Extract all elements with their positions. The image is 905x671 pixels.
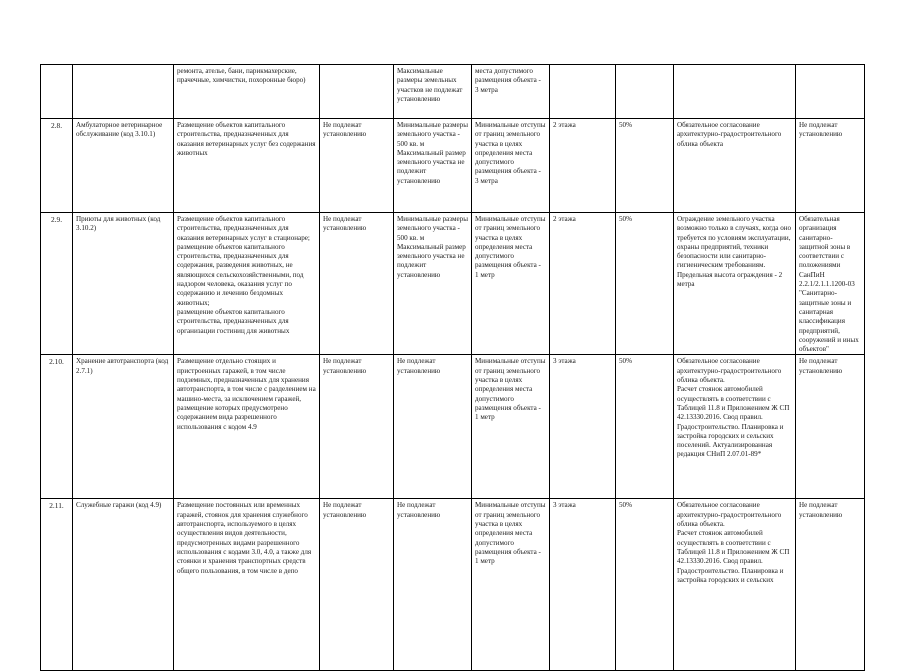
plot-area-cell: Минимальные размеры земельного участка - 500 кв. м Максимальный размер земельного участка не подлежит установлению: [394, 213, 472, 355]
permitted-use-description: Размещение объектов капитального строительства, предназначенных для оказания ветеринарных услуг в стационаре; размещение объектов капитального строительства, предназначенных для содержания, разведения животных, не являющихся сельскохозяйственными, под надзором человека, оказания услуг по содержанию и лечению бездомных животных; размещение объектов капитального строительства, предназначенных для организации гостиниц для животных: [174, 213, 320, 355]
object-type-name: Хранение автотранспорта (код 2.7.1): [73, 355, 174, 499]
setback-cell: Минимальные отступы от границ земельного участка в целях определения места допустимого размещения объекта - 3 метра: [472, 119, 550, 213]
setback-cell: Минимальные отступы от границ земельного участка в целях определения места допустимого размещения объекта - 1 метр: [472, 213, 550, 355]
plot-area-cell: Не подлежат установлению: [394, 355, 472, 499]
table-row: [41, 355, 865, 499]
object-type-name: Служебные гаражи (код 4.9): [73, 499, 174, 671]
zoning-regulations-table: [40, 64, 865, 671]
plot-area-cell: Не подлежат установлению: [394, 499, 472, 671]
max-coverage-cell: [616, 65, 674, 119]
setback-cell: Минимальные отступы от границ земельного участка в целях определения места допустимого размещения объекта - 1 метр: [472, 355, 550, 499]
sanitary-zone-cell: Не подлежат установлению: [796, 119, 865, 213]
setback-cell: Минимальные отступы от границ земельного участка в целях определения места допустимого размещения объекта - 1 метр: [472, 499, 550, 671]
table-row: [41, 65, 865, 119]
plot-size-limit-cell: [320, 65, 394, 119]
object-type-name: Амбулаторное ветеринарное обслуживание (код 3.10.1): [73, 119, 174, 213]
plot-size-limit-cell: Не подлежат установлению: [320, 499, 394, 671]
restrictions-cell: Обязательное согласование архитектурно-градостроительного облика объекта. Расчет стоянок автомобилей осуществлять в соответствии с Таблицей 11.8 и Приложением Ж СП 42.13330.2016. Свод правил. Градостроительство. Планировка и застройка городских и сельских: [674, 499, 796, 671]
max-floors-cell: 2 этажа: [550, 119, 616, 213]
max-coverage-cell: 50%: [616, 213, 674, 355]
table-row: [41, 499, 865, 671]
max-floors-cell: [550, 65, 616, 119]
max-floors-cell: 2 этажа: [550, 213, 616, 355]
restrictions-cell: Обязательное согласование архитектурно-градостроительного облика объекта: [674, 119, 796, 213]
row-number: 2.9.: [41, 213, 73, 355]
setback-cell: места допустимого размещения объекта - 3 метра: [472, 65, 550, 119]
max-coverage-cell: 50%: [616, 355, 674, 499]
plot-size-limit-cell: Не подлежат установлению: [320, 355, 394, 499]
row-number: 2.10.: [41, 355, 73, 499]
restrictions-cell: Ограждение земельного участка возможно только в случаях, когда оно требуется по условиям эксплуатации, охраны предприятий, техники безопасности или санитарно-гигиеническим требованиям. Предельная высота ограждения - 2 метра: [674, 213, 796, 355]
restrictions-cell: [674, 65, 796, 119]
object-type-name: Приюты для животных (код 3.10.2): [73, 213, 174, 355]
plot-size-limit-cell: Не подлежат установлению: [320, 213, 394, 355]
permitted-use-description: Размещение отдельно стоящих и пристроенных гаражей, в том числе подземных, предназначенных для хранения автотранспорта, в том числе с разделением на машино-места, за исключением гаражей, размещение которых предусмотрено содержанием вида разрешенного использования с кодом 4.9: [174, 355, 320, 499]
table-row: [41, 213, 865, 355]
table-row: [41, 119, 865, 213]
max-floors-cell: 3 этажа: [550, 499, 616, 671]
row-number: 2.11.: [41, 499, 73, 671]
plot-area-cell: Минимальные размеры земельного участка - 500 кв. м Максимальный размер земельного участка не подлежит установлению: [394, 119, 472, 213]
plot-area-cell: Максимальные размеры земельных участков не подлежат установлению: [394, 65, 472, 119]
permitted-use-description: Размещение постоянных или временных гаражей, стоянок для хранения служебного автотранспорта, используемого в целях осуществления видов деятельности, предусмотренных видами разрешенного использования с кодами 3.0, 4.0, а также для стоянки и хранения транспортных средств общего пользования, в том числе в депо: [174, 499, 320, 671]
row-number: 2.8.: [41, 119, 73, 213]
object-type-name: [73, 65, 174, 119]
plot-size-limit-cell: Не подлежат установлению: [320, 119, 394, 213]
permitted-use-description: ремонта, ателье, бани, парикмахерские, прачечные, химчистки, похоронные бюро): [174, 65, 320, 119]
max-floors-cell: 3 этажа: [550, 355, 616, 499]
sanitary-zone-cell: Не подлежат установлению: [796, 355, 865, 499]
sanitary-zone-cell: Обязательная организация санитарно-защитной зоны в соответствии с положениями СанПиН 2.2.1/2.1.1.1200-03 "Санитарно-защитные зоны и санитарная классификация предприятий, сооружений и иных объектов": [796, 213, 865, 355]
sanitary-zone-cell: [796, 65, 865, 119]
restrictions-cell: Обязательное согласование архитектурно-градостроительного облика объекта. Расчет стоянок автомобилей осуществлять в соответствии с Таблицей 11.8 и Приложением Ж СП 42.13330.2016. Свод правил. Градостроительство. Планировка и застройка городских и сельских поселений. Актуализированная редакция СНиП 2.07.01-89*: [674, 355, 796, 499]
row-number: [41, 65, 73, 119]
permitted-use-description: Размещение объектов капитального строительства, предназначенных для оказания ветеринарных услуг без содержания животных: [174, 119, 320, 213]
max-coverage-cell: 50%: [616, 499, 674, 671]
max-coverage-cell: 50%: [616, 119, 674, 213]
sanitary-zone-cell: Не подлежат установлению: [796, 499, 865, 671]
table-body: [41, 65, 865, 671]
